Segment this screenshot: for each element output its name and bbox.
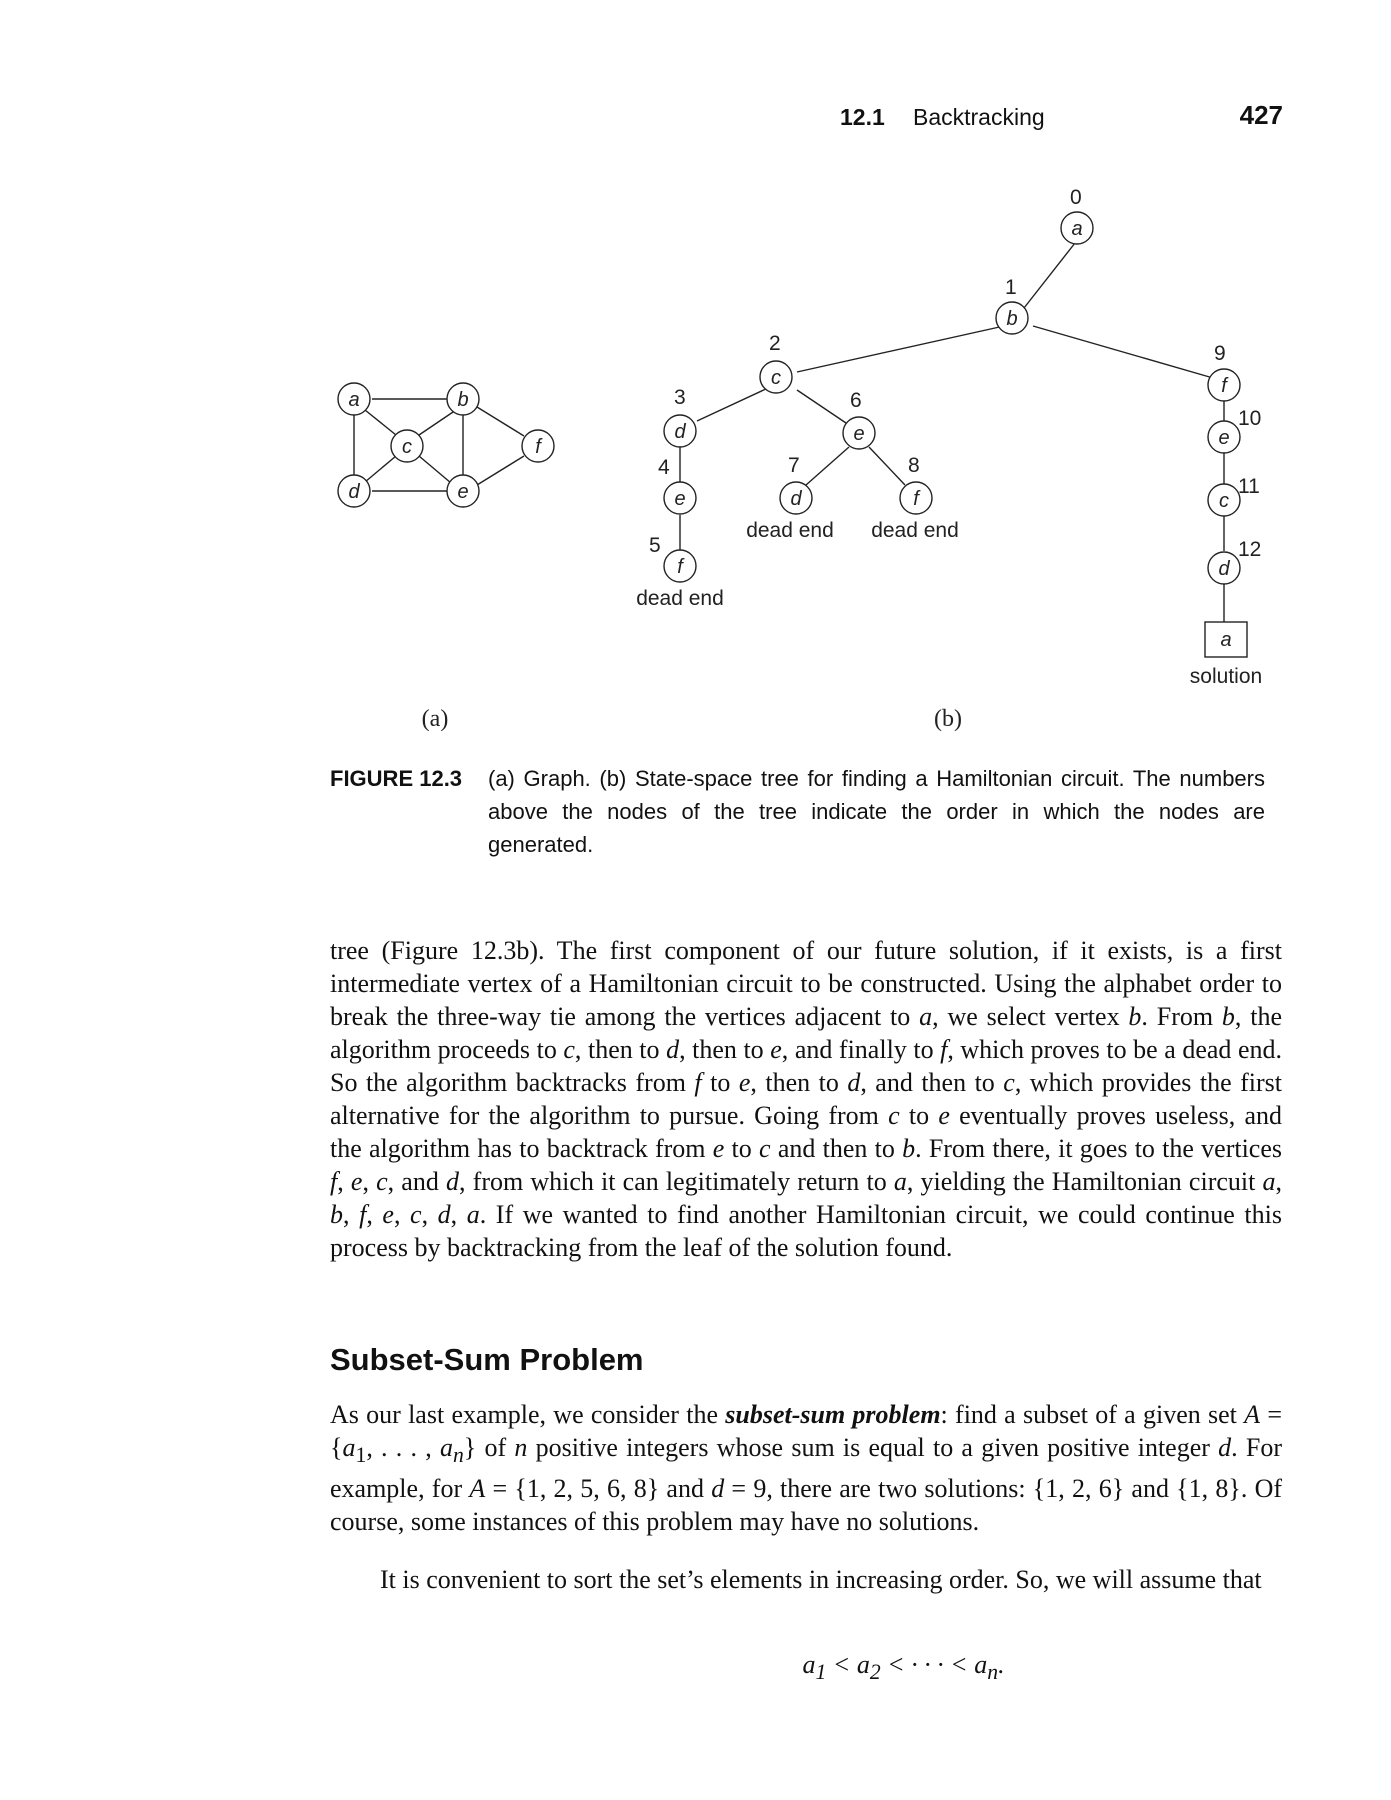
tree-node-label-11: c <box>1219 490 1229 512</box>
tree-node-label-10: e <box>1218 427 1230 449</box>
page-number: 427 <box>1239 100 1283 130</box>
tree-node-label-6: e <box>853 423 865 445</box>
tree-edge-a-b <box>1024 243 1075 308</box>
tree-order-11: 11 <box>1238 475 1260 498</box>
tree-order-7: 7 <box>788 454 800 477</box>
body-paragraph: tree (Figure 12.3b). The first component of our future solution, if it exists, is a first intermediate vertex of a Hamiltonian circuit to be constructed. Using the alphabet order to break the three-way tie among the vertices adjacent to a, we select vertex b. From b, the algorithm proceeds to c, then to d, then to e, and finally to f, which proves to be a dead end. So the algorithm backtracks from f to e, then to d, and then to c, which provides the first alternative for the algorithm to pursue. Going from c to e eventually proves useless, and the algorithm has to backtrack from e to c and then to b. From there, it goes to the vertices f, e, c, and d, from which it can legitimately return to a, yielding the Hamiltonian circuit a, b, f, e, c, d, a. If we wanted to find another Hamiltonian circuit, we could continue this process by backtracking from the leaf of the solution found. <box>330 936 1283 1262</box>
tree-order-6: 6 <box>850 389 862 412</box>
tree-node-label-solution: a <box>1220 629 1232 651</box>
edge-c-d <box>365 456 396 482</box>
tree-order-5: 5 <box>649 534 661 557</box>
tree-nodes <box>664 212 1247 657</box>
figure-caption-label: FIGURE 12.3 <box>330 766 463 791</box>
graph-vertices <box>338 383 554 507</box>
tree-order-4: 4 <box>658 456 670 479</box>
tree-node-label-7: d <box>790 488 802 510</box>
tree-order-8: 8 <box>908 454 920 477</box>
section-number: 12.1 <box>840 104 885 130</box>
solution-label: solution <box>1189 665 1263 688</box>
dead-end-label-8: dead end <box>871 519 959 542</box>
tree-node-label-9: f <box>1221 375 1227 397</box>
graph-vertex-label-c: c <box>402 436 412 458</box>
tree-order-9: 9 <box>1214 342 1226 365</box>
tree-node-label-0: a <box>1071 218 1083 240</box>
tree-edge-e6-f8 <box>869 447 905 485</box>
tree-node-label-4: e <box>674 488 686 510</box>
tree-order-3: 3 <box>674 386 686 409</box>
figure-caption-text: (a) Graph. (b) State-space tree for finding a Hamiltonian circuit. The numbers above the nodes of the tree indicate the order in which the nodes are generated. <box>488 766 1265 857</box>
tree-node-label-12: d <box>1218 558 1230 580</box>
edge-b-f <box>477 407 524 436</box>
figure-12-3 <box>0 0 1391 760</box>
graph-vertex-label-e: e <box>457 481 469 503</box>
tree-node-label-2: c <box>771 367 781 389</box>
edge-c-e <box>419 456 451 483</box>
edge-a-c <box>365 410 396 435</box>
subfigure-label-b: (b) <box>934 706 962 732</box>
subset-sum-paragraph: As our last example, we consider the subset-sum problem: find a subset of a given set $A = \{a_1$, . . . , $a_n$} of n positive integers whose sum is equal to a given positive integer d. For example, for A = {1, 2, 5, 6, 8} and d = 9, there are two solutions: {1, 2, 6} and {1, 8}. Of course, some instances of this problem may have no solutions. <box>330 1400 1283 1537</box>
graph-vertex-label-a: a <box>348 389 360 411</box>
graph-vertex-label-d: d <box>348 481 360 503</box>
dead-end-label-5: dead end <box>636 587 724 610</box>
section-heading: Subset-Sum Problem <box>330 1342 644 1377</box>
section-title: Backtracking <box>913 104 1045 130</box>
tree-edges <box>680 243 1224 622</box>
tree-node-label-8: f <box>913 488 919 510</box>
graph-vertex-label-b: b <box>457 389 469 411</box>
sorting-paragraph: It is convenient to sort the set’s elements in increasing order. So, we will assume that <box>380 1565 1262 1594</box>
tree-order-2: 2 <box>769 332 781 355</box>
graph-vertex-label-f: f <box>535 436 541 458</box>
display-equation <box>0 1650 1391 1685</box>
tree-edge-b-f <box>1033 326 1213 378</box>
tree-order-1: 1 <box>1005 276 1017 299</box>
edge-b-c <box>419 410 456 435</box>
tree-order-10: 10 <box>1238 407 1262 430</box>
tree-edge-c-e6 <box>797 390 846 423</box>
dead-end-label-7: dead end <box>746 519 834 542</box>
tree-edge-b-c <box>797 326 1004 372</box>
tree-edge-c-d <box>697 388 768 421</box>
tree-node-label-1: b <box>1006 308 1018 330</box>
subfigure-label-a: (a) <box>421 706 449 732</box>
tree-node-label-5: f <box>677 556 683 578</box>
edge-e-f <box>477 456 524 485</box>
tree-order-0: 0 <box>1070 186 1082 209</box>
equation-text: $a_1 < a_2$ < · · · < $a_n$. <box>802 1650 1005 1685</box>
tree-node-label-3: d <box>674 421 686 443</box>
tree-order-12: 12 <box>1238 538 1262 561</box>
graph-edges <box>354 399 524 491</box>
tree-edge-e6-d7 <box>806 447 849 485</box>
